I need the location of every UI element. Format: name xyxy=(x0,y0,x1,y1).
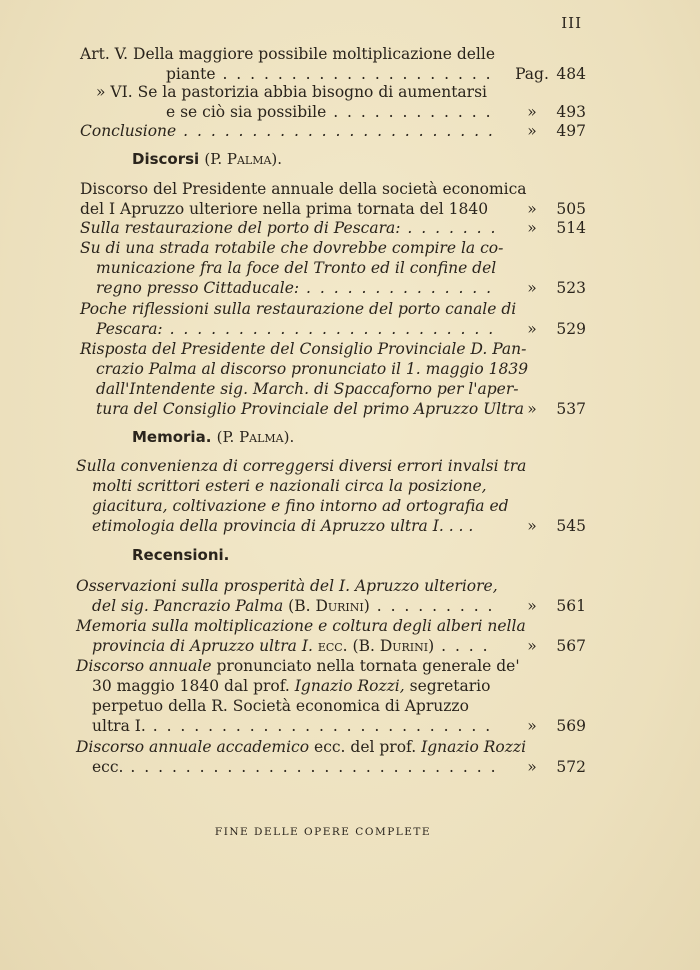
section-heading-recensioni xyxy=(132,546,229,564)
guillemet: » xyxy=(527,320,537,338)
toc-entry-r4 xyxy=(76,737,586,777)
m1-page: 545 xyxy=(556,517,586,535)
d3-line1: Su di una strada rotabile che dovrebbe compire la co- xyxy=(80,239,504,257)
toc-entry-d3 xyxy=(76,238,586,298)
guillemet: » xyxy=(527,122,537,140)
r3-line4: ultra I. . . . xyxy=(92,716,496,736)
guillemet: » xyxy=(527,517,537,535)
m1-line3: giacitura, coltivazione e fino intorno ad ortografia ed xyxy=(92,497,509,515)
r3-line1-rest: pronunciato nella tornata generale de' xyxy=(216,657,520,675)
d1-page: 505 xyxy=(556,200,586,218)
guillemet: » xyxy=(527,103,537,121)
toc-entry-r2 xyxy=(76,616,586,656)
toc-entry-d2 xyxy=(76,218,586,238)
toc-entry-d5 xyxy=(76,339,586,419)
r3-line3: perpetuo della R. Società economica di Apruzzo xyxy=(92,697,469,715)
memoria-author: (P. Palma). xyxy=(216,428,295,446)
r3-line2-a: 30 maggio 1840 dal prof. xyxy=(92,677,290,695)
r2-line2-italic: provincia di Apruzzo ultra I. xyxy=(92,637,313,655)
toc-entry-conclusione xyxy=(76,121,586,141)
toc-entry-d4 xyxy=(76,299,586,339)
page-folio: III xyxy=(561,14,582,32)
d2-page: 514 xyxy=(556,219,586,237)
guillemet: » xyxy=(527,717,537,735)
section-heading-discorsi xyxy=(132,150,282,168)
art5-page: 484 xyxy=(556,65,586,83)
recensioni-heading: Recensioni. xyxy=(132,546,230,564)
r4-line1-italic: Discorso annuale accademico xyxy=(76,738,310,756)
r3-page: 569 xyxy=(556,717,586,735)
r3-line2-italic: Ignazio Rozzi, xyxy=(294,677,405,695)
toc-entry-r1 xyxy=(76,576,586,616)
d5-line3: dall'Intendente sig. March. di Spaccaforno per l'aper- xyxy=(96,380,519,398)
art6-label: » VI. xyxy=(96,83,133,101)
guillemet: » xyxy=(527,597,537,615)
guillemet: » xyxy=(527,279,537,297)
art5-label: Art. V. xyxy=(80,45,129,63)
r1-line2-rest: (B. Durini) xyxy=(288,597,370,615)
r4-line1-italic2: Ignazio Rozzi xyxy=(421,738,527,756)
d5-line4: tura del Consiglio Provinciale del primo Apruzzo Ultra xyxy=(96,400,524,418)
d4-line1: Poche riflessioni sulla restaurazione del porto canale di xyxy=(80,300,517,318)
discorsi-heading: Discorsi xyxy=(132,150,200,168)
conclusione-page: 497 xyxy=(556,122,586,140)
toc-entry-r3 xyxy=(76,656,586,736)
memoria-heading: Memoria. xyxy=(132,428,212,446)
d3-line3: regno presso Cittaducale: . . . xyxy=(96,278,496,298)
d3-line2: municazione fra la foce del Tronto ed il confine del xyxy=(96,259,497,277)
toc-entry-art6 xyxy=(76,82,586,122)
art6-line2: e se ciò sia possibile . . . xyxy=(166,102,496,122)
r3-line1-italic: Discorso annuale xyxy=(76,657,212,675)
art5-line2: piante . . . xyxy=(166,64,496,84)
r1-page: 561 xyxy=(556,597,586,615)
conclusione-title: Conclusione . . . xyxy=(80,121,496,141)
art5-page-prefix: Pag. xyxy=(515,65,549,83)
d2-line1: Sulla restaurazione del porto di Pescara: . . . xyxy=(80,218,496,238)
discorsi-author: (P. Palma). xyxy=(204,150,283,168)
toc-entry-art5 xyxy=(76,44,586,84)
m1-line1: Sulla convenienza di correggersi diversi errori invalsi tra xyxy=(76,457,527,475)
d5-page: 537 xyxy=(556,400,586,418)
guillemet: » xyxy=(527,219,537,237)
r4-page: 572 xyxy=(556,758,586,776)
d5-line2: crazio Palma al discorso pronunciato il 1. maggio 1839 xyxy=(96,360,529,378)
guillemet: » xyxy=(527,200,537,218)
d4-page: 529 xyxy=(556,320,586,338)
r2-line1: Memoria sulla moltiplicazione e coltura degli alberi nella xyxy=(76,617,526,635)
art6-page: 493 xyxy=(556,103,586,121)
r2-page: 567 xyxy=(556,637,586,655)
guillemet: » xyxy=(527,758,537,776)
art5-line1: Della maggiore possibile moltiplicazione delle xyxy=(133,45,496,63)
r1-line2-italic: del sig. Pancrazio Palma xyxy=(92,597,284,615)
guillemet: » xyxy=(527,400,537,418)
d4-line2: Pescara: . . . xyxy=(96,319,496,339)
r3-line2-b: segretario xyxy=(409,677,491,695)
d3-page: 523 xyxy=(556,279,586,297)
toc-entry-d1 xyxy=(76,179,586,219)
d1-line2: del I Apruzzo ulteriore nella prima tornata del 1840 xyxy=(80,200,489,218)
footer-text: FINE DELLE OPERE COMPLETE xyxy=(214,826,432,838)
r1-line1: Osservazioni sulla prosperità del I. Apruzzo ulteriore, xyxy=(76,577,498,595)
m1-line4: etimologia della provincia di Apruzzo ultra I. . . . xyxy=(92,517,474,535)
guillemet: » xyxy=(527,637,537,655)
d1-line1: Discorso del Presidente annuale della società economica xyxy=(80,180,527,198)
r4-line2: ecc. . . . xyxy=(92,757,496,777)
d5-line1: Risposta del Presidente del Consiglio Provinciale D. Pan- xyxy=(80,340,527,358)
toc-entry-m1 xyxy=(76,456,586,536)
section-heading-memoria xyxy=(132,428,294,446)
r2-line2-rest: ecc. (B. Durini) xyxy=(317,637,435,655)
m1-line2: molti scrittori esteri e nazionali circa la posizione, xyxy=(92,477,487,495)
art6-line1: Se la pastorizia abbia bisogno di aumentarsi xyxy=(137,83,487,101)
r4-line1-a: ecc. del prof. xyxy=(314,738,417,756)
